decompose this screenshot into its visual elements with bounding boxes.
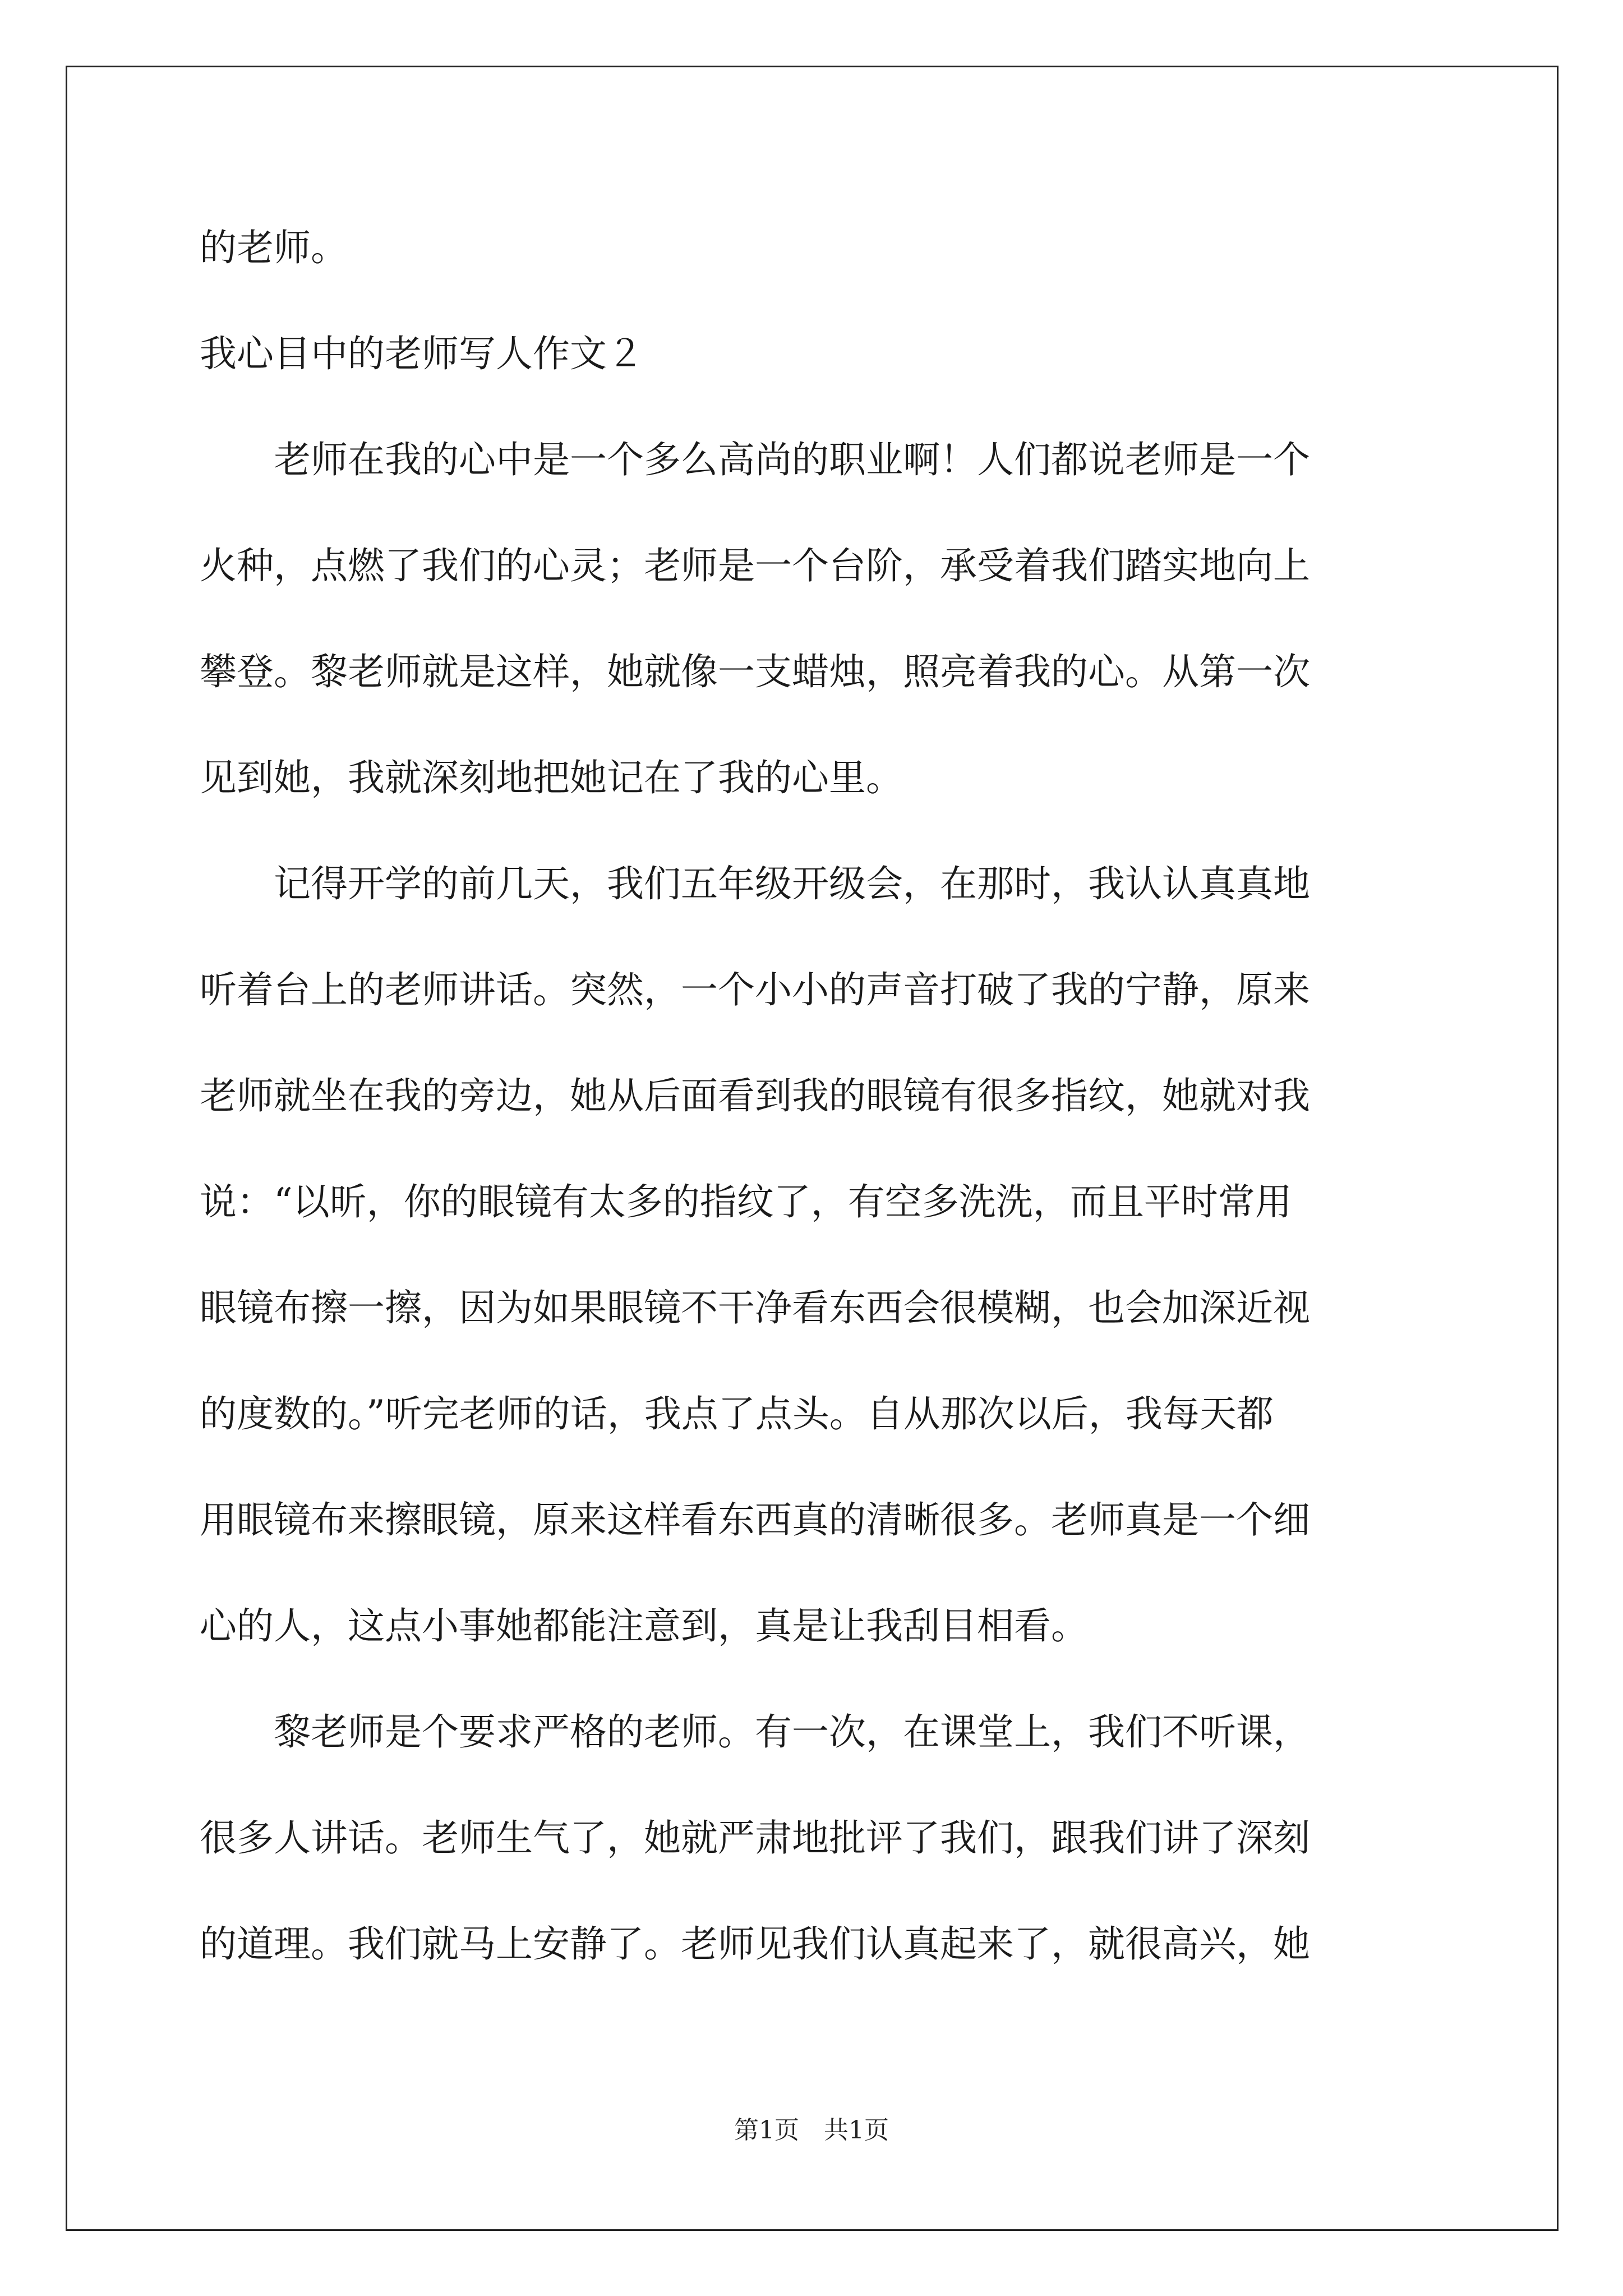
- text-line: 老师就坐在我的旁边，她从后面看到我的眼镜有很多指纹，她就对我: [200, 1074, 1310, 1117]
- text-line: 眼镜布擦一擦，因为如果眼镜不干净看东西会很模糊，也会加深近视: [200, 1286, 1310, 1329]
- text-line: 黎老师是个要求严格的老师。有一次，在课堂上，我们不听课，: [200, 1710, 1310, 1754]
- text-line: 记得开学的前几天，我们五年级开级会，在那时，我认认真真地: [200, 862, 1310, 905]
- page-border: [66, 66, 1559, 2231]
- text-line: 见到她，我就深刻地把她记在了我的心里。: [200, 756, 903, 799]
- text-line: 听着台上的老师讲话。突然，一个小小的声音打破了我的宁静，原来: [200, 968, 1310, 1011]
- text-line: 心的人，这点小事她都能注意到，真是让我刮目相看。: [200, 1604, 1088, 1648]
- text-line: 的度数的。”听完老师的话，我点了点头。自从那次以后，我每天都: [200, 1392, 1274, 1435]
- text-line: 老师在我的心中是一个多么高尚的职业啊！人们都说老师是一个: [200, 438, 1310, 481]
- text-line: 说：“以昕，你的眼镜有太多的指纹了，有空多洗洗，而且平时常用: [200, 1180, 1292, 1223]
- section-title: 我心目中的老师写人作文２: [200, 332, 644, 375]
- text-line: 攀登。黎老师就是这样，她就像一支蜡烛，照亮着我的心。从第一次: [200, 650, 1310, 693]
- text-line: 的老师。: [200, 226, 348, 269]
- text-line: 用眼镜布来擦眼镜，原来这样看东西真的清晰很多。老师真是一个细: [200, 1498, 1310, 1542]
- page-footer: 第1页 共1页: [734, 2116, 889, 2145]
- text-line: 很多人讲话。老师生气了，她就严肃地批评了我们，跟我们讲了深刻: [200, 1816, 1310, 1860]
- text-line: 的道理。我们就马上安静了。老师见我们认真起来了，就很高兴，她: [200, 1922, 1310, 1966]
- text-line: 火种，点燃了我们的心灵；老师是一个台阶，承受着我们踏实地向上: [200, 544, 1310, 587]
